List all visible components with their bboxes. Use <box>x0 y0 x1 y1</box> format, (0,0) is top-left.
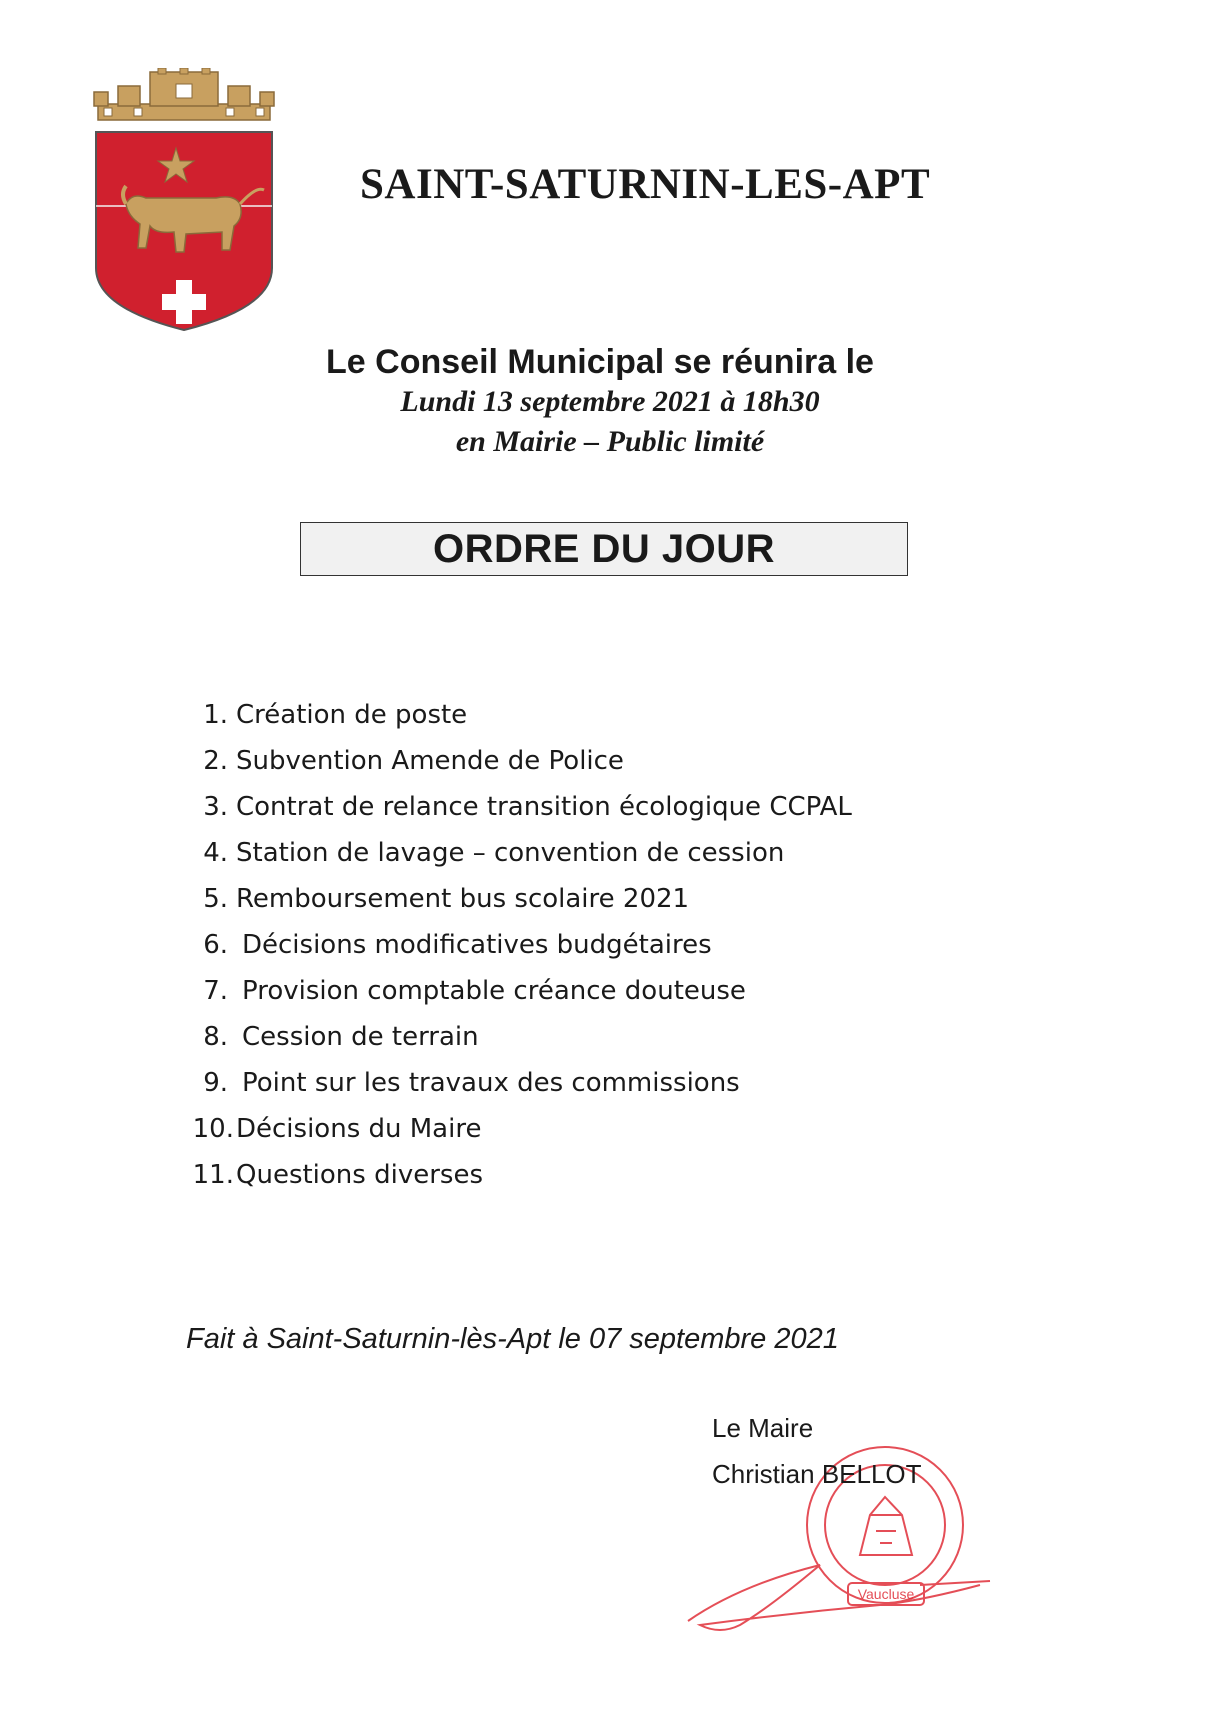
agenda-item-number: 9. <box>203 1068 228 1098</box>
agenda-list <box>188 692 1088 1198</box>
agenda-item-label: Contrat de relance transition écologique CCPAL <box>236 792 852 822</box>
meeting-title: Le Conseil Municipal se réunira le <box>326 343 874 381</box>
agenda-item <box>188 830 1088 876</box>
agenda-item-number: 10. <box>192 1114 234 1144</box>
agenda-item <box>188 692 1088 738</box>
agenda-item-label: Subvention Amende de Police <box>236 746 624 776</box>
stamp-subtext: Vaucluse <box>857 1586 915 1602</box>
agenda-item-number: 1. <box>203 700 228 730</box>
agenda-item <box>188 1060 1088 1106</box>
coat-of-arms-icon <box>84 68 284 336</box>
agenda-item <box>188 1014 1088 1060</box>
agenda-item-number: 3. <box>203 792 228 822</box>
agenda-item-label: Point sur les travaux des commissions <box>242 1068 740 1098</box>
agenda-item-number: 7. <box>203 976 228 1006</box>
agenda-item-label: Provision comptable créance douteuse <box>242 976 746 1006</box>
agenda-item-label: Questions diverses <box>236 1160 483 1190</box>
agenda-item <box>188 922 1088 968</box>
agenda-item <box>188 784 1088 830</box>
agenda-item-number: 5. <box>203 884 228 914</box>
town-name: SAINT-SATURNIN-LES-APT <box>360 161 931 208</box>
agenda-item-label: Décisions du Maire <box>236 1114 482 1144</box>
agenda-item-label: Création de poste <box>236 700 468 730</box>
place-and-date: Fait à Saint-Saturnin-lès-Apt le 07 septembre 2021 <box>186 1323 839 1355</box>
agenda-item-label: Décisions modificatives budgétaires <box>242 930 712 960</box>
signature-role: Le Maire <box>712 1413 814 1443</box>
agenda-item-label: Remboursement bus scolaire 2021 <box>236 884 690 914</box>
agenda-title: ORDRE DU JOUR <box>432 526 776 571</box>
agenda-item <box>188 738 1088 784</box>
agenda-item <box>188 968 1088 1014</box>
agenda-item-number: 2. <box>203 746 228 776</box>
meeting-info <box>200 343 1020 462</box>
agenda-title-box <box>300 522 908 576</box>
meeting-date: Lundi 13 septembre 2021 à 18h30 <box>400 385 820 418</box>
agenda-item-number: 11. <box>192 1160 234 1190</box>
agenda-item-number: 8. <box>203 1022 228 1052</box>
signature-block <box>712 1405 922 1497</box>
agenda-item-label: Cession de terrain <box>242 1022 479 1052</box>
agenda-item-number: 6. <box>203 930 228 960</box>
agenda-item-number: 4. <box>203 838 228 868</box>
meeting-place: en Mairie – Public limité <box>455 425 765 458</box>
agenda-item-label: Station de lavage – convention de cession <box>236 838 785 868</box>
agenda-item <box>188 1106 1088 1152</box>
agenda-item <box>188 1152 1088 1198</box>
signature-name: Christian BELLOT <box>712 1459 922 1489</box>
agenda-item <box>188 876 1088 922</box>
